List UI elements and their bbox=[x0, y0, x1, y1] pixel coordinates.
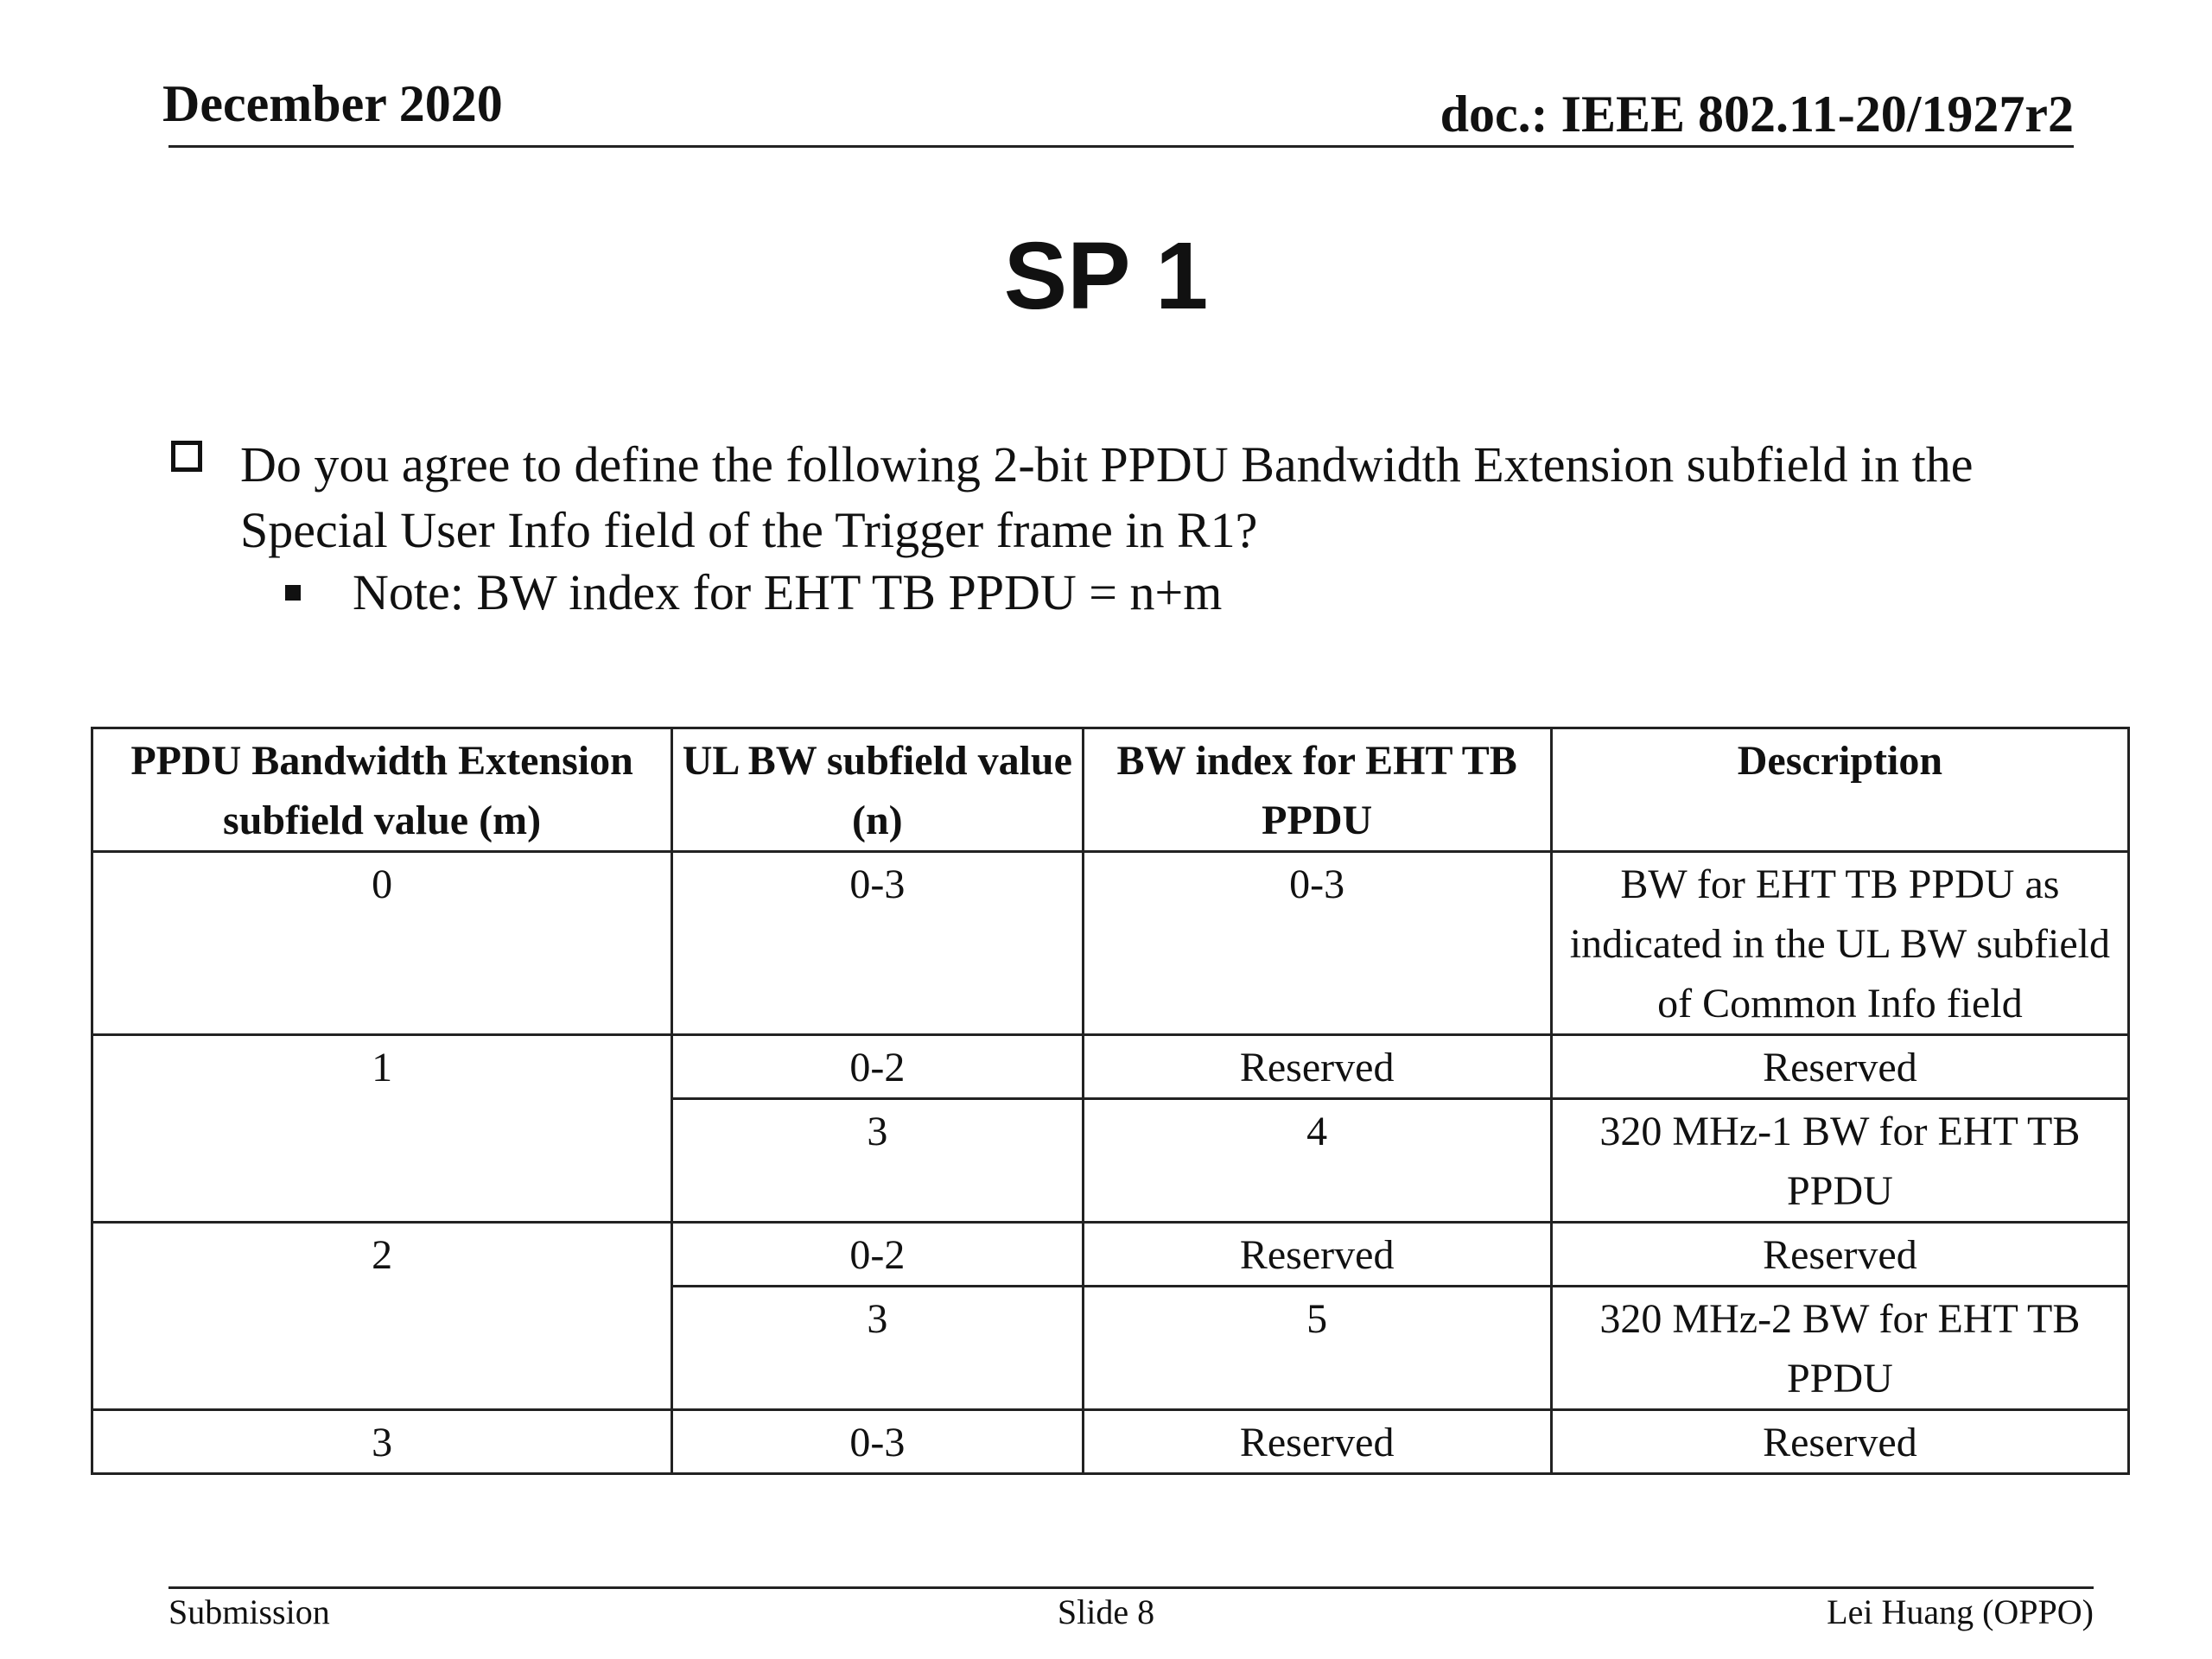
cell-description: Reserved bbox=[1551, 1035, 2128, 1099]
cell-description: 320 MHz-2 BW for EHT TB PPDU bbox=[1551, 1287, 2128, 1410]
sub-bullet-text: Note: BW index for EHT TB PPDU = n+m bbox=[353, 564, 1223, 620]
cell-bw-index: 0-3 bbox=[1083, 852, 1551, 1035]
table-header-row bbox=[92, 728, 2129, 852]
sub-bullet bbox=[285, 563, 1222, 623]
square-bullet-icon bbox=[285, 585, 301, 601]
header-description: Description bbox=[1551, 728, 2128, 852]
header-divider bbox=[168, 145, 2074, 148]
header-date: December 2020 bbox=[162, 75, 503, 132]
cell-bw-index: Reserved bbox=[1083, 1223, 1551, 1287]
footer-slide-number: Slide 8 bbox=[1057, 1592, 1155, 1631]
header-m: PPDU Bandwidth Extension subfield value (m) bbox=[92, 728, 672, 852]
header-bw-index: BW index for EHT TB PPDU bbox=[1083, 728, 1551, 852]
cell-m: 2 bbox=[92, 1223, 672, 1410]
footer-submission: Submission bbox=[168, 1592, 330, 1631]
cell-n: 3 bbox=[672, 1287, 1083, 1410]
footer-divider bbox=[168, 1586, 2094, 1589]
header-doc-id: doc.: IEEE 802.11-20/1927r2 bbox=[1440, 86, 2074, 143]
footer-author: Lei Huang (OPPO) bbox=[1827, 1592, 2094, 1631]
cell-description: 320 MHz-1 BW for EHT TB PPDU bbox=[1551, 1099, 2128, 1223]
table-row bbox=[92, 1035, 2129, 1099]
bw-extension-table bbox=[91, 727, 2130, 1475]
cell-bw-index: 4 bbox=[1083, 1099, 1551, 1223]
checkbox-bullet-icon bbox=[171, 441, 202, 472]
main-bullet bbox=[171, 432, 2072, 563]
table-row bbox=[92, 1223, 2129, 1287]
cell-n: 0-2 bbox=[672, 1223, 1083, 1287]
cell-bw-index: Reserved bbox=[1083, 1035, 1551, 1099]
cell-description: Reserved bbox=[1551, 1223, 2128, 1287]
cell-bw-index: 5 bbox=[1083, 1287, 1551, 1410]
cell-n: 0-3 bbox=[672, 1410, 1083, 1474]
cell-m: 0 bbox=[92, 852, 672, 1035]
cell-m: 1 bbox=[92, 1035, 672, 1223]
cell-bw-index: Reserved bbox=[1083, 1410, 1551, 1474]
cell-m: 3 bbox=[92, 1410, 672, 1474]
table-row bbox=[92, 1410, 2129, 1474]
cell-n: 0-2 bbox=[672, 1035, 1083, 1099]
table-row bbox=[92, 852, 2129, 1035]
cell-n: 3 bbox=[672, 1099, 1083, 1223]
slide-title: SP 1 bbox=[1003, 223, 1209, 329]
cell-description: Reserved bbox=[1551, 1410, 2128, 1474]
main-bullet-text: Do you agree to define the following 2-bit PPDU Bandwidth Extension subfield in the Special User Info field of the Trigger frame in R1? bbox=[240, 436, 1974, 558]
cell-description: BW for EHT TB PPDU as indicated in the UL BW subfield of Common Info field bbox=[1551, 852, 2128, 1035]
header-n: UL BW subfield value (n) bbox=[672, 728, 1083, 852]
cell-n: 0-3 bbox=[672, 852, 1083, 1035]
